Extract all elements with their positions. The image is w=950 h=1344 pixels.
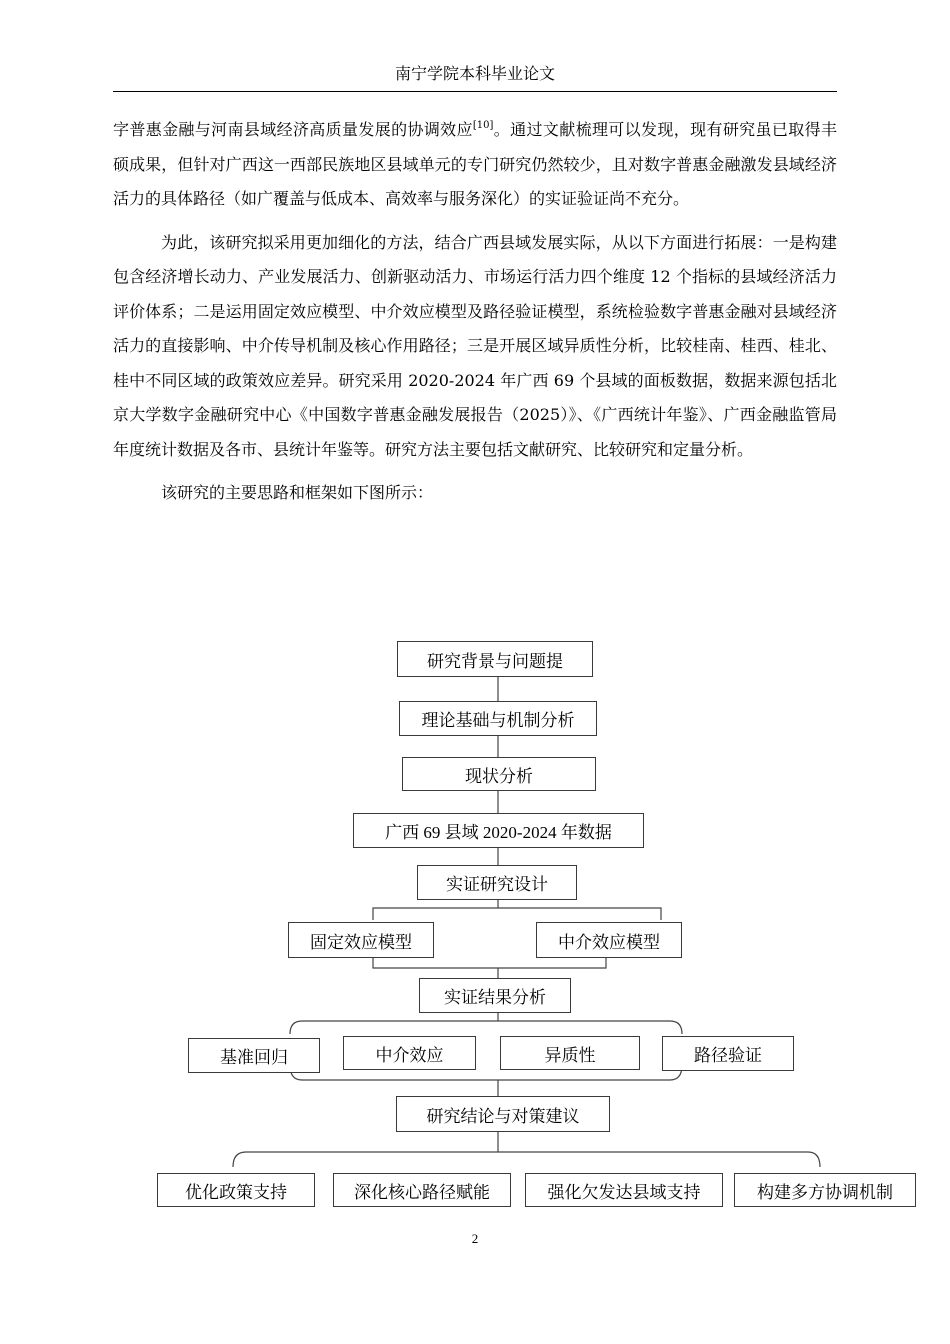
paragraph-3: 该研究的主要思路和框架如下图所示：: [161, 483, 434, 502]
flow-box-mediation-effect: 中介效应: [343, 1036, 476, 1070]
running-header: 南宁学院本科毕业论文: [394, 64, 555, 83]
flow-box-empirical-design: 实证研究设计: [417, 865, 577, 900]
flow-box-heterogeneity: 异质性: [500, 1036, 640, 1070]
header-rule: [113, 91, 837, 92]
flow-box-empirical-results: 实证结果分析: [419, 978, 571, 1013]
flow-box-fixed-effects-model: 固定效应模型: [288, 922, 434, 958]
paragraph-1-rest: 。通过文献梳理可以发现，现有研究虽已取得丰硕成果，但针对广西这一西部民族地区县域单元的专门研究仍然较少，且对数字普惠金融激发县域经济活力的具体路径（如广覆盖与低成本、高效率与服务深化）的实证验证尚不充分。: [113, 120, 837, 208]
page-number: 2: [471, 1231, 479, 1246]
flow-box-conclusions: 研究结论与对策建议: [396, 1096, 610, 1132]
flow-box-status-analysis: 现状分析: [402, 757, 596, 791]
flow-box-optimize-policy: 优化政策支持: [157, 1173, 315, 1207]
body-text: [113, 113, 837, 520]
flow-box-baseline-regression: 基准回归: [188, 1038, 320, 1073]
flow-box-path-verification: 路径验证: [662, 1036, 794, 1071]
flow-box-multi-party-coordination: 构建多方协调机制: [734, 1173, 916, 1207]
flow-box-theory-mechanism: 理论基础与机制分析: [399, 701, 597, 736]
paragraph-1-lead: 字普惠金融与河南县域经济高质量发展的协调效应: [113, 120, 473, 139]
paragraph-2: 为此，该研究拟采用更加细化的方法，结合广西县域发展实际，从以下方面进行拓展：一是构建包含经济增长动力、产业发展活力、创新驱动活力、市场运行活力四个维度 12 个指标的县域经济活力评价体系；二是运用固定效应模型、中介效应模型及路径验证模型，系统检验数字普惠金融对县域经济活力的直接影响、中介传导机制及核心作用路径；三是开展区域异质性分析，比较桂南、桂西、桂北、桂中不同区域的政策效应差异。研究采用 2020-2024 年广西 69 个县域的面板数据，数据来源包括北京大学数字金融研究中心《中国数字普惠金融发展报告（2025）》、《广西统计年鉴》、广西金融监管局年度统计数据及各市、县统计年鉴等。研究方法主要包括文献研究、比较研究和定量分析。: [113, 232, 837, 459]
flow-box-deepen-core-path: 深化核心路径赋能: [333, 1173, 511, 1207]
flow-box-strengthen-underdeveloped: 强化欠发达县域支持: [525, 1173, 723, 1207]
flow-box-county-data: 广西 69 县域 2020-2024 年数据: [353, 813, 644, 848]
flow-box-mediation-model: 中介效应模型: [536, 922, 682, 958]
citation-ref[interactable]: [10]: [472, 120, 494, 131]
flow-box-research-background: 研究背景与问题提: [397, 641, 593, 677]
paragraph-1: [113, 113, 837, 217]
